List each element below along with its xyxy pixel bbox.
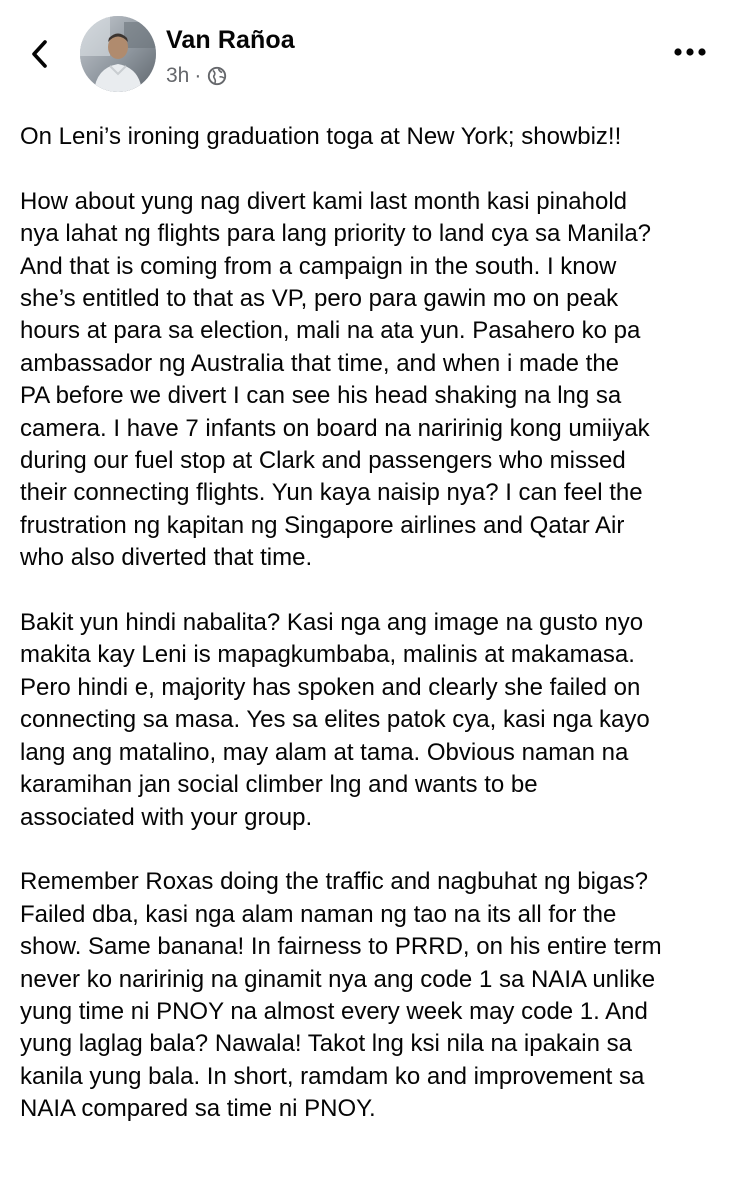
back-button[interactable] xyxy=(22,34,58,74)
more-options-button[interactable] xyxy=(670,40,710,64)
post-text-line: frustration ng kapitan ng Singapore airlines and Qatar Air xyxy=(20,511,625,539)
chevron-left-icon xyxy=(30,39,50,69)
post-text xyxy=(20,121,720,1158)
avatar[interactable] xyxy=(80,16,156,92)
post-text-line: camera. I have 7 infants on board na naririnig kong umiiyak xyxy=(20,414,650,442)
post-time[interactable]: 3h xyxy=(166,64,190,87)
author-name[interactable]: Van Rañoa xyxy=(166,26,295,54)
post-text-line: And that is coming from a campaign in the south. I know xyxy=(20,252,617,280)
post-text-line: associated with your group. xyxy=(20,803,313,831)
meta-separator: · xyxy=(194,64,202,87)
post-text-line: Remember Roxas doing the traffic and nagbuhat ng bigas? xyxy=(20,868,648,896)
post-text-line: hours at para sa election, mali na ata yun. Pasahero ko pa xyxy=(20,317,641,345)
post-text-line: Bakit yun hindi nabalita? Kasi nga ang image na gusto nyo xyxy=(20,609,644,637)
avatar-photo xyxy=(80,16,156,92)
post-header xyxy=(0,0,729,110)
post-text-line: connecting sa masa. Yes sa elites patok cya, kasi nga kayo xyxy=(20,706,650,734)
post-paragraph xyxy=(20,607,720,834)
more-horizontal-icon xyxy=(672,47,708,57)
post-text-line: karamihan jan social climber lng and wants to be xyxy=(20,771,538,799)
post-text-line: never ko naririnig na ginamit nya ang code 1 sa NAIA unlike xyxy=(20,965,656,993)
post-paragraph xyxy=(20,186,720,575)
post-text-line: ambassador ng Australia that time, and when i made the xyxy=(20,349,620,377)
post-text-line: lang ang matalino, may alam at tama. Obvious naman na xyxy=(20,738,629,766)
post-text-line: Failed dba, kasi nga alam naman ng tao na its all for the xyxy=(20,900,617,928)
post-meta xyxy=(166,64,227,88)
post-text-line: yung laglag bala? Nawala! Takot lng ksi nila na ipakain sa xyxy=(20,1030,632,1058)
post-text-line: PA before we divert I can see his head shaking na lng sa xyxy=(20,382,622,410)
post-text-line: How about yung nag divert kami last month kasi pinahold xyxy=(20,187,628,215)
post-text-line: she’s entitled to that as VP, pero para gawin mo on peak xyxy=(20,285,619,313)
post-text-line: show. Same banana! In fairness to PRRD, on his entire term xyxy=(20,933,662,961)
post-text-line: nya lahat ng flights para lang priority to land cya sa Manila? xyxy=(20,220,652,248)
post-text-line: their connecting flights. Yun kaya naisip nya? I can feel the xyxy=(20,479,643,507)
post-paragraph xyxy=(20,121,720,153)
post-paragraph xyxy=(20,866,720,1125)
post-text-line: during our fuel stop at Clark and passengers who missed xyxy=(20,447,626,475)
post-text-line: On Leni’s ironing graduation toga at New York; showbiz!! xyxy=(20,123,622,150)
post-text-line: Pero hindi e, majority has spoken and clearly she failed on xyxy=(20,673,641,701)
globe-icon xyxy=(207,66,227,86)
post-text-line: makita kay Leni is mapagkumbaba, malinis at makamasa. xyxy=(20,641,635,669)
post-text-line: yung time ni PNOY na almost every week may code 1. And xyxy=(20,997,648,1025)
post-text-line: kanila yung bala. In short, ramdam ko and improvement sa xyxy=(20,1062,645,1090)
post-text-line: who also diverted that time. xyxy=(20,544,313,572)
post-text-line: NAIA compared sa time ni PNOY. xyxy=(20,1095,376,1123)
